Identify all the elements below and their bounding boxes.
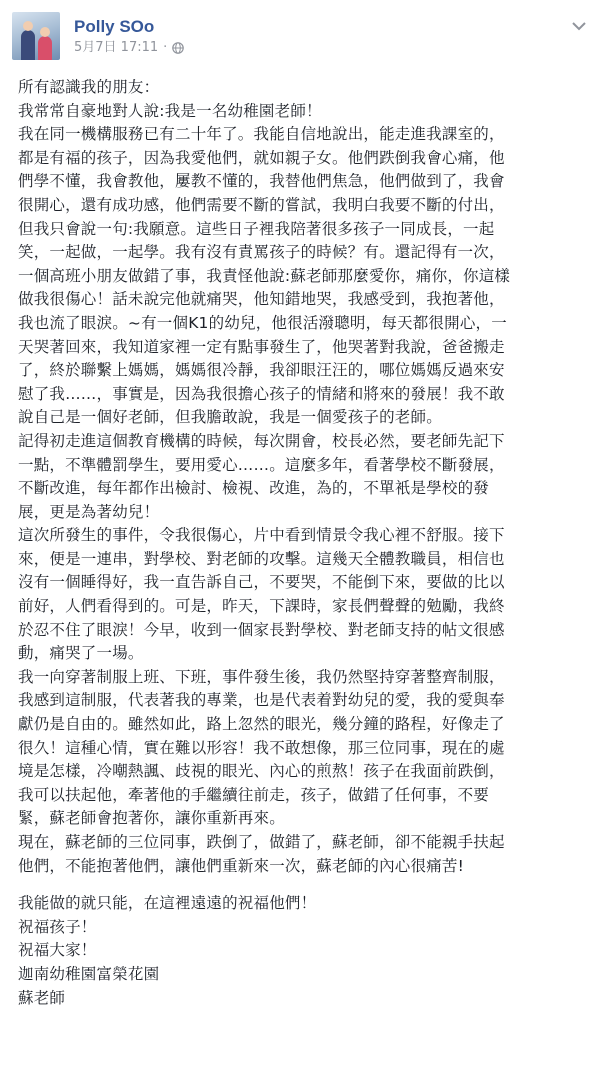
post-text-line: 於忍不住了眼淚！今早，收到一個家長對學校、對老師支持的帖文很感 — [18, 620, 505, 639]
post-text-line: 笑，一起做，一起學。我有沒有責罵孩子的時候？有。還記得有一次， — [18, 243, 505, 262]
post-text-line: 動，痛哭了一場。 — [18, 644, 144, 663]
post-text-line: 我也流了眼淚。~有一個K1的幼兒，他很活潑聰明，每天都很開心，一 — [18, 313, 507, 332]
post-text-line: 們學不懂，我會教他，屢教不懂的，我替他們焦急，他們做到了，我會 — [18, 172, 505, 191]
post-closing-line: 祝福孩子！ — [18, 917, 97, 936]
post-text-line: 展，更是為著幼兒！ — [18, 502, 160, 521]
post-text-line: 一個高班小朋友做錯了事，我責怪他說:蘇老師那麼愛你，痛你，你這樣 — [18, 266, 511, 285]
post-text-line: 前好，人們看得到的。可是，昨天，下課時，家長們聲聲的勉勵，我終 — [18, 597, 505, 616]
meta-separator: · — [163, 40, 168, 55]
post-text-line: 都是有福的孩子，因為我愛他們，就如親子女。他們跌倒我會心痛，他 — [18, 148, 505, 167]
post-text-line: 沒有一個睡得好，我一直告訴自己，不要哭，不能倒下來，要做的比以 — [18, 573, 505, 592]
post-text-line: 說自己是一個好老師，但我膽敢說，我是一個愛孩子的老師。 — [18, 408, 442, 427]
post-text-line: 我可以扶起他，牽著他的手繼續往前走，孩子，做錯了任何事，不要 — [18, 785, 490, 804]
post-text-line: 這次所發生的事件，令我很傷心，片中看到情景令我心裡不舒服。接下 — [18, 526, 505, 545]
post-timestamp[interactable]: 5月7日 17:11 — [74, 40, 159, 55]
post-text-line: 來，便是一連串，對學校、對老師的攻擊。這幾天全體教職員，相信也 — [18, 549, 505, 568]
avatar[interactable] — [12, 12, 60, 60]
post-text-line: 我一向穿著制服上班、下班，事件發生後，我仍然堅持穿著整齊制服， — [18, 667, 505, 686]
post-text-line: 做我很傷心！話未說完他就痛哭，他知錯地哭，我感受到，我抱著他， — [18, 290, 505, 309]
post-closing-line: 迦南幼稚園富榮花園 — [18, 964, 160, 983]
post-text-line: 現在，蘇老師的三位同事，跌倒了，做錯了，蘇老師，卻不能親手扶起 — [18, 833, 505, 851]
post-closing-line: 蘇老師 — [18, 988, 66, 1007]
post-meta — [74, 16, 184, 56]
avatar-figure-adult — [21, 30, 35, 60]
post-text-line: 很開心，還有成功感，他們需要不斷的嘗試，我明白我要不斷的付出， — [18, 195, 505, 214]
post-text-line: 緊，蘇老師會抱著你，讓你重新再來。 — [18, 809, 285, 828]
post-text-line: 但我只會說一句:我願意。這些日子裡我陪著很多孩子一同成長，一起 — [18, 219, 495, 238]
paragraph-gap — [18, 878, 588, 892]
post-time-row — [74, 40, 184, 56]
post-text-line: 很久！這種心情，實在難以形容！我不敢想像，那三位同事，現在的處 — [18, 738, 505, 757]
post-text-line: 我常常自豪地對人說:我是一名幼稚園老師！ — [18, 101, 322, 120]
post-text-line: 我在同一機構服務已有二十年了。我能自信地說出，能走進我課室的， — [18, 125, 505, 144]
post-text-line: 天哭著回來，我知道家裡一定有點事發生了，他哭著對我說，爸爸搬走 — [18, 337, 505, 356]
author-name[interactable]: Polly SOo — [74, 17, 155, 36]
avatar-figure-child — [38, 36, 52, 60]
post-header — [12, 10, 184, 62]
post-text — [18, 76, 588, 1010]
chevron-down-icon[interactable] — [572, 16, 586, 26]
post-closing-line: 我能做的就只能，在這裡遠遠的祝福他們！ — [18, 894, 317, 913]
post-text-line: 了，終於聯繫上媽媽，媽媽很冷靜，我卻眼汪汪的，哪位媽媽反過來安 — [18, 361, 505, 380]
post-text-line: 境是怎樣，冷嘲熱諷、歧視的眼光、內心的煎熬！孩子在我面前跌倒， — [18, 762, 505, 781]
post-text-line: 獻仍是自由的。雖然如此，路上忽然的眼光，幾分鐘的路程，好像走了 — [18, 715, 505, 734]
globe-icon[interactable] — [172, 42, 184, 54]
post-text-line: 慰了我……，事實是，因為我很擔心孩子的情緒和將來的發展！我不敢 — [18, 384, 505, 403]
post-text-line: 不斷改進，每年都作出檢討、檢視、改進，為的，不單衹是學校的發 — [18, 479, 490, 498]
post-text-line: 一點，不準體罰學生，要用愛心……。這麼多年，看著學校不斷發展， — [18, 455, 505, 474]
post-text-line: 記得初走進這個教育機構的時候，每次開會，校長必然，要老師先記下 — [18, 431, 505, 450]
post-text-line: 所有認識我的朋友： — [18, 78, 160, 96]
post-text-line: 我感到這制服，代表著我的專業，也是代表着對幼兒的愛，我的愛與奉 — [18, 691, 505, 710]
post-text-line: 他們，不能抱著他們，讓他們重新來一次，蘇老師的內心很痛苦! — [18, 856, 465, 875]
post-closing-line: 祝福大家！ — [18, 941, 97, 960]
